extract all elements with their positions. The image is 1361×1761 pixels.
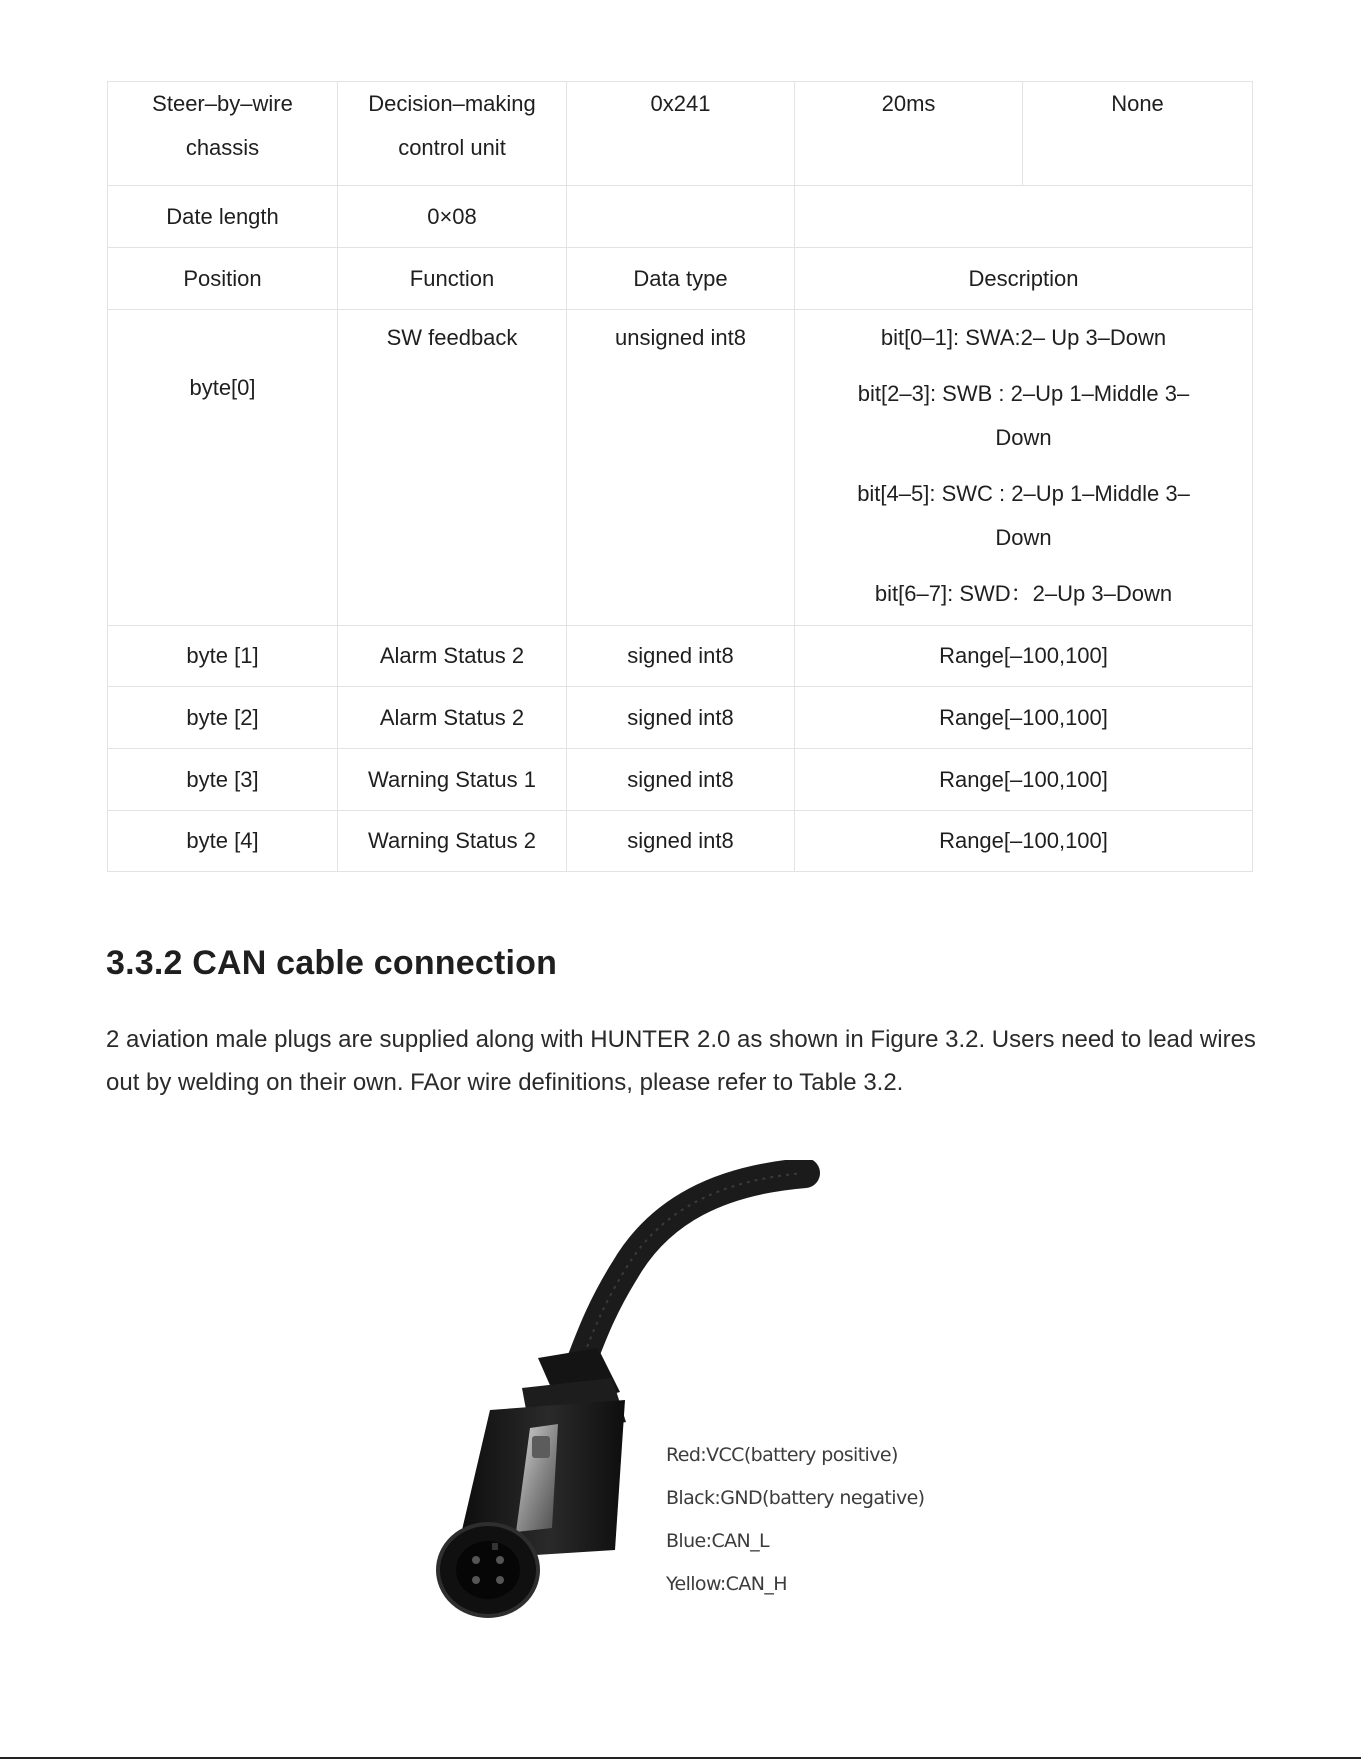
bit-description: bit[0–1]: SWA:2– Up 3–Down xyxy=(880,325,1167,350)
id-cell: 0x241 xyxy=(567,82,795,186)
table-row xyxy=(108,626,1253,687)
empty-cell xyxy=(795,186,1253,248)
position-cell: byte[0] xyxy=(108,310,338,626)
position-cell: byte [3] xyxy=(108,749,338,811)
timeout-cell: None xyxy=(1023,82,1253,186)
sender-cell: Steer–by–wire chassis xyxy=(108,82,338,186)
data-type-cell: signed int8 xyxy=(567,811,795,872)
receiver-cell: Decision–making control unit xyxy=(338,82,567,186)
function-cell: Warning Status 2 xyxy=(338,811,567,872)
data-length-row xyxy=(108,186,1253,248)
body-paragraph: 2 aviation male plugs are supplied along with HUNTER 2.0 as shown in Figure 3.2. Users need to lead wires out by welding on their own. FAor wire definitions, please refer to Table 3.2. xyxy=(106,1026,1256,1096)
column-header-description: Description xyxy=(795,248,1253,310)
page-bottom-rule xyxy=(0,1757,1361,1759)
table-header-row xyxy=(108,82,1253,186)
bit-description-wrap: Down xyxy=(995,425,1052,450)
legend-item-blue: Blue:CAN_L xyxy=(666,1530,770,1552)
cycle-cell: 20ms xyxy=(795,82,1023,186)
table-row xyxy=(108,749,1253,811)
section-heading: 3.3.2 CAN cable connection xyxy=(106,944,558,982)
column-header-function: Function xyxy=(338,248,567,310)
function-cell: SW feedback xyxy=(338,310,567,626)
bit-description: bit[2–3]: SWB : 2–Up 1–Middle 3– xyxy=(857,381,1190,406)
column-header-data-type: Data type xyxy=(567,248,795,310)
function-cell: Alarm Status 2 xyxy=(338,626,567,687)
description-cell: Range[–100,100] xyxy=(795,749,1253,811)
data-type-cell: signed int8 xyxy=(567,626,795,687)
legend-item-black: Black:GND(battery negative) xyxy=(666,1487,925,1509)
column-header-row xyxy=(108,248,1253,310)
wire-color-legend xyxy=(666,1440,924,1612)
legend-item-yellow: Yellow:CAN_H xyxy=(666,1573,787,1595)
data-type-cell: signed int8 xyxy=(567,749,795,811)
table-row xyxy=(108,310,1253,626)
position-cell: byte [1] xyxy=(108,626,338,687)
function-cell: Alarm Status 2 xyxy=(338,687,567,749)
data-length-label: Date length xyxy=(108,186,338,248)
position-cell: byte [2] xyxy=(108,687,338,749)
data-type-cell: signed int8 xyxy=(567,687,795,749)
function-cell: Warning Status 1 xyxy=(338,749,567,811)
table-row xyxy=(108,687,1253,749)
bit-description: bit[4–5]: SWC : 2–Up 1–Middle 3– xyxy=(857,481,1190,506)
description-cell: Range[–100,100] xyxy=(795,811,1253,872)
position-cell: byte [4] xyxy=(108,811,338,872)
legend-item-red: Red:VCC(battery positive) xyxy=(666,1444,898,1466)
description-cell: Range[–100,100] xyxy=(795,626,1253,687)
column-header-position: Position xyxy=(108,248,338,310)
description-cell xyxy=(795,310,1253,626)
table-row xyxy=(108,811,1253,872)
can-frame-table xyxy=(107,81,1253,872)
description-cell: Range[–100,100] xyxy=(795,687,1253,749)
data-type-cell: unsigned int8 xyxy=(567,310,795,626)
empty-cell xyxy=(567,186,795,248)
bit-description: bit[6–7]: SWD：2–Up 3–Down xyxy=(874,581,1173,606)
bit-description-wrap: Down xyxy=(995,525,1052,550)
data-length-value: 0×08 xyxy=(338,186,567,248)
